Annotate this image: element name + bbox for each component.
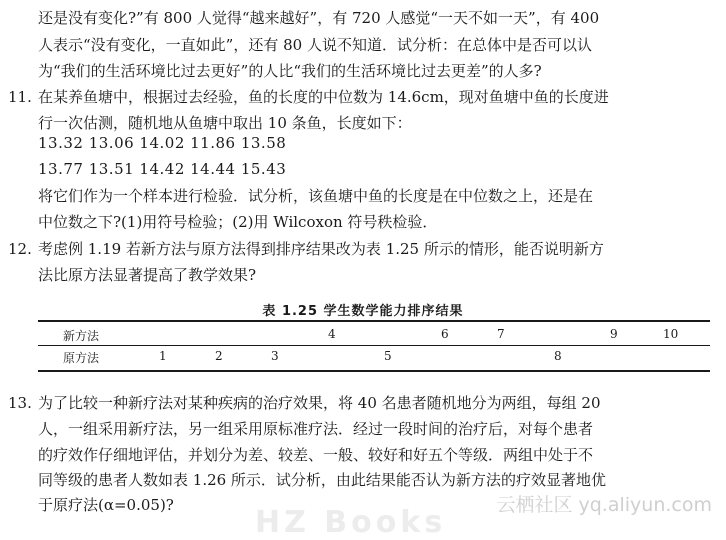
fish-length-row-1: 13.32 13.06 14.02 11.86 13.58	[38, 134, 287, 152]
table-cell: 5	[384, 349, 392, 363]
question-line: 中位数之下?(1)用符号检验；(2)用 Wilcoxon 符号秩检验．	[38, 213, 438, 231]
question-line: 为了比较一种新疗法对某种疾病的治疗效果，将 40 名患者随机地分为两组，每组 20	[38, 394, 601, 412]
question-line: 将它们作为一个样本进行检验．试分析，该鱼塘中鱼的长度是在中位数之上，还是在	[38, 187, 594, 205]
table-cell: 3	[271, 349, 279, 363]
table-cell: 2	[215, 349, 223, 363]
table-top-rule	[38, 320, 710, 322]
table-caption: 表 1.25 学生数学能力排序结果	[262, 304, 464, 319]
question-line: 人，一组采用新疗法，另一组采用原标准疗法．经过一段时间的治疗后，对每个患者	[38, 420, 594, 438]
table-cell: 4	[328, 327, 336, 341]
question-number: 12.	[8, 240, 32, 258]
question-line: 的疗效作仔细地评估，并划分为差、较差、一般、较好和好五个等级．两组中处于不	[38, 446, 594, 464]
table-bottom-rule	[38, 370, 710, 372]
paragraph-line: 还是没有变化?”有 800 人觉得“越来越好”，有 720 人感觉“一天不如一天”，有 400	[38, 9, 600, 27]
question-number: 13.	[8, 394, 32, 412]
table-cell: 7	[497, 327, 505, 341]
question-line: 于原疗法(α=0.05)?	[38, 496, 174, 514]
table-cell: 6	[441, 327, 449, 341]
row-label-new-method: 新方法	[63, 329, 100, 343]
paragraph-line: 人表示“没有变化，一直如此”，还有 80 人说不知道．试分析：在总体中是否可以认	[38, 36, 592, 54]
table-cell: 8	[554, 349, 562, 363]
table-cell: 10	[663, 327, 679, 341]
row-label-old-method: 原方法	[63, 351, 100, 365]
question-number: 11.	[8, 88, 32, 106]
question-line: 行一次估测，随机地从鱼塘中取出 10 条鱼，长度如下：	[38, 114, 412, 132]
question-line: 同等级的患者人数如表 1.26 所示．试分析，由此结果能否认为新方法的疗效显著地优	[38, 471, 606, 489]
site-watermark: 云栖社区 yq.aliyun.com	[496, 494, 712, 516]
paragraph-line: 为“我们的生活环境比过去更好”的人比“我们的生活环境比过去更差”的人多?	[38, 62, 542, 80]
question-line: 法比原方法显著提高了教学效果?	[38, 266, 257, 284]
table-cell: 9	[610, 327, 618, 341]
table-row-rule	[38, 345, 710, 346]
question-line: 在某养鱼塘中，根据过去经验，鱼的长度的中位数为 14.6cm，现对鱼塘中鱼的长度进	[38, 88, 609, 106]
question-line: 考虑例 1.19 若新方法与原方法得到排序结果改为表 1.25 所示的情形，能否说明新方	[38, 240, 604, 258]
table-cell: 1	[159, 349, 167, 363]
fish-length-row-2: 13.77 13.51 14.42 14.44 15.43	[38, 160, 287, 178]
faint-watermark: HZ Books	[255, 505, 447, 540]
